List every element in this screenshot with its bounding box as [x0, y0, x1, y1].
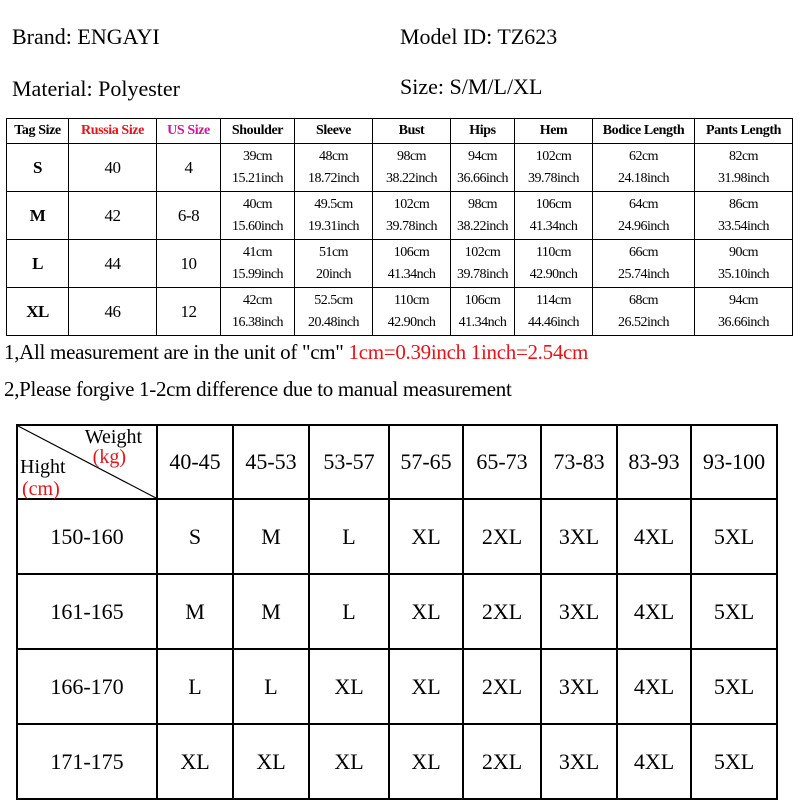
weight-range-header: 83-93 [617, 425, 691, 499]
size-col-header: Bust [373, 119, 451, 144]
size-col-header: Tag Size [7, 119, 69, 144]
measurement-cell [451, 144, 515, 192]
measurement-inch: 25.74inch [617, 266, 670, 282]
size-row [7, 192, 793, 240]
measurement-cm: 98cm [467, 196, 498, 212]
fit-chart-header [17, 425, 777, 499]
recommended-size-cell: XL [157, 724, 233, 799]
height-unit: (cm) [22, 478, 60, 500]
recommended-size-cell: L [309, 499, 389, 574]
height-label: Hight [20, 456, 66, 478]
measurement-cm: 82cm [728, 148, 759, 164]
measurement-cell [373, 192, 451, 240]
measurement-inch: 38.22inch [456, 218, 509, 234]
measurement-cell [221, 288, 295, 336]
measurement-cm: 106cm [464, 292, 501, 308]
measurement-cell [515, 192, 593, 240]
recommended-size-cell: M [233, 499, 309, 574]
recommended-size-cell: 3XL [541, 649, 617, 724]
measurement-cell [221, 240, 295, 288]
measurement-cm: 94cm [467, 148, 498, 164]
measurement-cm: 90cm [728, 244, 759, 260]
russia-size-cell: 46 [69, 288, 157, 336]
recommended-size-cell: 3XL [541, 574, 617, 649]
measurement-inch: 18.72inch [307, 170, 360, 186]
measurement-cell [593, 144, 695, 192]
measurement-inch: 20inch [315, 266, 352, 282]
material-text: Material: Polyester [12, 76, 181, 101]
measurement-inch: 35.10inch [717, 266, 770, 282]
weight-range-header: 53-57 [309, 425, 389, 499]
recommended-size-cell: 4XL [617, 574, 691, 649]
size-col-header: Russia Size [69, 119, 157, 144]
measurement-inch: 15.21inch [231, 170, 284, 186]
recommended-size-cell: L [157, 649, 233, 724]
recommended-size-cell: XL [389, 724, 463, 799]
measurement-cm: 114cm [535, 292, 572, 308]
measurement-cm: 102cm [535, 148, 572, 164]
measurement-cm: 62cm [628, 148, 659, 164]
measurement-inch: 15.99inch [231, 266, 284, 282]
recommended-size-cell: M [233, 574, 309, 649]
recommended-size-cell: XL [389, 499, 463, 574]
height-range-cell: 166-170 [17, 649, 157, 724]
brand-text: Brand: ENGAYI [12, 24, 160, 49]
size-row [7, 144, 793, 192]
recommended-size-cell: L [309, 574, 389, 649]
measurement-inch: 41.34nch [387, 266, 436, 282]
size-row [7, 288, 793, 336]
size-col-header: Hem [515, 119, 593, 144]
note-conversion-text: 1cm=0.39inch 1inch=2.54cm [348, 340, 589, 364]
recommended-size-cell: 2XL [463, 499, 541, 574]
recommended-size-cell: 5XL [691, 499, 777, 574]
recommended-size-cell: 4XL [617, 499, 691, 574]
measurement-cell [515, 288, 593, 336]
tag-size-cell: XL [7, 288, 69, 336]
weight-range-header: 45-53 [233, 425, 309, 499]
size-col-header: Hips [451, 119, 515, 144]
russia-size-cell: 44 [69, 240, 157, 288]
measurement-cm: 110cm [535, 244, 572, 260]
measurement-cell [373, 288, 451, 336]
measurement-inch: 24.18inch [617, 170, 670, 186]
measurement-cm: 86cm [728, 196, 759, 212]
measurement-inch: 19.31inch [307, 218, 360, 234]
measurement-cell [695, 192, 793, 240]
measurement-inch: 38.22inch [385, 170, 438, 186]
measurement-inch: 20.48inch [307, 314, 360, 330]
recommended-size-cell: XL [389, 649, 463, 724]
fit-row [17, 574, 777, 649]
measurement-cell [451, 288, 515, 336]
us-size-cell: 12 [157, 288, 221, 336]
model-id-text: Model ID: TZ623 [400, 24, 558, 49]
measurement-cell [295, 144, 373, 192]
measurement-cm: 48cm [318, 148, 349, 164]
us-size-cell: 4 [157, 144, 221, 192]
measurement-cm: 98cm [396, 148, 427, 164]
measurement-cm: 42cm [242, 292, 273, 308]
size-row [7, 240, 793, 288]
recommended-size-cell: 4XL [617, 649, 691, 724]
measurement-cell [295, 240, 373, 288]
fit-row [17, 649, 777, 724]
measurement-inch: 24.96inch [617, 218, 670, 234]
recommended-size-cell: 3XL [541, 499, 617, 574]
measurement-inch: 16.38inch [231, 314, 284, 330]
weight-range-header: 65-73 [463, 425, 541, 499]
recommended-size-cell: 5XL [691, 649, 777, 724]
corner-cell [17, 425, 157, 499]
measurement-cm: 94cm [728, 292, 759, 308]
height-range-cell: 161-165 [17, 574, 157, 649]
size-col-header: Pants Length [695, 119, 793, 144]
weight-range-header: 93-100 [691, 425, 777, 499]
measurement-cell [295, 288, 373, 336]
measurement-inch: 31.98inch [717, 170, 770, 186]
measurement-cm: 66cm [628, 244, 659, 260]
size-chart-header [7, 119, 793, 144]
measurement-cell [593, 192, 695, 240]
russia-size-cell: 40 [69, 144, 157, 192]
note-difference: 2,Please forgive 1-2cm difference due to manual measurement [4, 377, 512, 401]
measurement-inch: 41.34nch [529, 218, 578, 234]
measurement-inch: 36.66inch [717, 314, 770, 330]
measurement-cell [221, 192, 295, 240]
measurement-cm: 106cm [393, 244, 430, 260]
measurement-inch: 42.90nch [387, 314, 436, 330]
recommended-size-cell: M [157, 574, 233, 649]
recommended-size-cell: XL [309, 724, 389, 799]
weight-range-header: 73-83 [541, 425, 617, 499]
measurement-cell [593, 288, 695, 336]
measurement-cm: 49.5cm [314, 196, 353, 212]
weight-label: Weight [84, 426, 142, 448]
us-size-cell: 6-8 [157, 192, 221, 240]
recommended-size-cell: 5XL [691, 724, 777, 799]
measurement-cell [451, 192, 515, 240]
recommended-size-cell: 4XL [617, 724, 691, 799]
size-chart-table [6, 118, 793, 336]
measurement-cell [593, 240, 695, 288]
size-options-text: Size: S/M/L/XL [400, 74, 543, 99]
measurement-cell [451, 240, 515, 288]
measurement-cm: 41cm [242, 244, 273, 260]
recommended-size-cell: 2XL [463, 574, 541, 649]
tag-size-cell: S [7, 144, 69, 192]
weight-range-header: 40-45 [157, 425, 233, 499]
recommended-size-cell: XL [389, 574, 463, 649]
measurement-cell [695, 240, 793, 288]
fit-chart-table [16, 424, 778, 800]
measurement-cm: 39cm [242, 148, 273, 164]
measurement-inch: 15.60inch [231, 218, 284, 234]
size-col-header: Sleeve [295, 119, 373, 144]
measurement-cm: 68cm [628, 292, 659, 308]
russia-size-cell: 42 [69, 192, 157, 240]
recommended-size-cell: XL [309, 649, 389, 724]
measurement-cm: 64cm [628, 196, 659, 212]
measurement-inch: 36.66inch [456, 170, 509, 186]
us-size-cell: 10 [157, 240, 221, 288]
measurement-inch: 44.46inch [527, 314, 580, 330]
measurement-cell [515, 240, 593, 288]
weight-unit: (kg) [92, 446, 126, 468]
recommended-size-cell: 2XL [463, 724, 541, 799]
recommended-size-cell: XL [233, 724, 309, 799]
measurement-cm: 40cm [242, 196, 273, 212]
measurement-cm: 102cm [464, 244, 501, 260]
measurement-cell [695, 288, 793, 336]
tag-size-cell: L [7, 240, 69, 288]
tag-size-cell: M [7, 192, 69, 240]
fit-row [17, 724, 777, 799]
measurement-cell [695, 144, 793, 192]
measurement-inch: 39.78inch [527, 170, 580, 186]
note-unit [4, 340, 588, 365]
weight-range-header: 57-65 [389, 425, 463, 499]
measurement-inch: 33.54inch [717, 218, 770, 234]
size-col-header: Bodice Length [593, 119, 695, 144]
height-range-cell: 150-160 [17, 499, 157, 574]
measurement-inch: 39.78inch [456, 266, 509, 282]
measurement-inch: 41.34nch [458, 314, 507, 330]
measurement-cm: 110cm [393, 292, 430, 308]
measurement-cell [373, 144, 451, 192]
measurement-inch: 42.90nch [529, 266, 578, 282]
size-col-header: Shoulder [221, 119, 295, 144]
measurement-cell [373, 240, 451, 288]
measurement-cm: 52.5cm [314, 292, 353, 308]
recommended-size-cell: 2XL [463, 649, 541, 724]
measurement-cell [515, 144, 593, 192]
note-unit-text: 1,All measurement are in the unit of "cm" [4, 340, 349, 364]
size-col-header: US Size [157, 119, 221, 144]
measurement-cell [295, 192, 373, 240]
measurement-cm: 51cm [318, 244, 349, 260]
measurement-cm: 106cm [535, 196, 572, 212]
recommended-size-cell: L [233, 649, 309, 724]
measurement-inch: 26.52inch [617, 314, 670, 330]
measurement-inch: 39.78inch [385, 218, 438, 234]
measurement-cell [221, 144, 295, 192]
fit-row [17, 499, 777, 574]
recommended-size-cell: 3XL [541, 724, 617, 799]
measurement-cm: 102cm [393, 196, 430, 212]
recommended-size-cell: S [157, 499, 233, 574]
height-range-cell: 171-175 [17, 724, 157, 799]
recommended-size-cell: 5XL [691, 574, 777, 649]
